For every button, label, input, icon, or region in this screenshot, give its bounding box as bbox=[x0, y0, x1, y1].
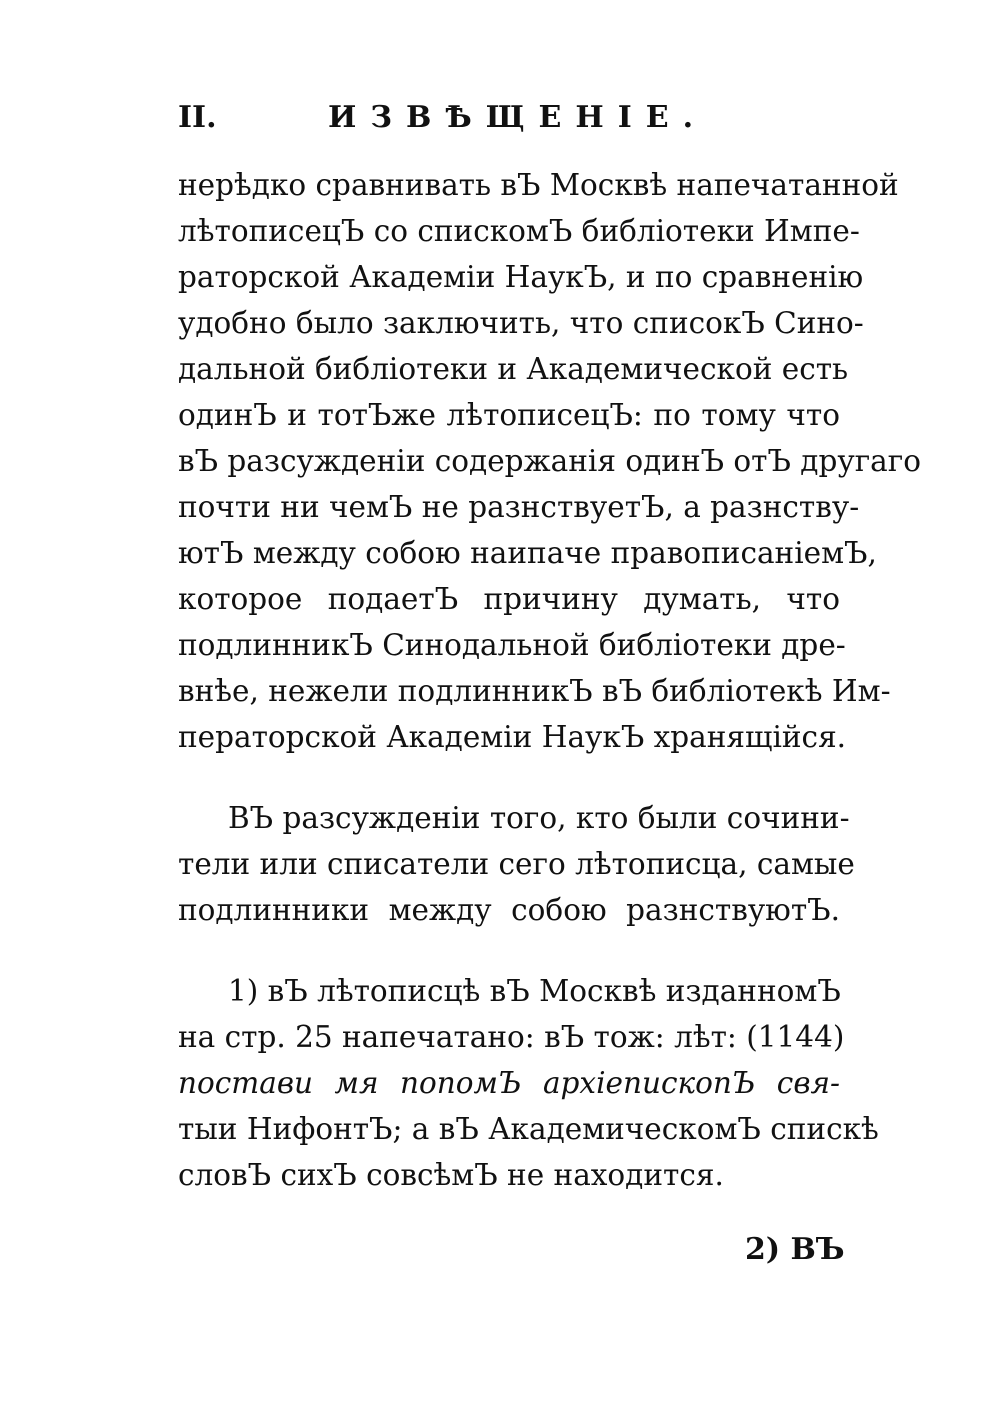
text-line: тыи НифонтЪ; а вЪ АкадемическомЪ спискѣ bbox=[178, 1112, 879, 1146]
text-line: подлинникЪ Синодальной библіотеки дре- bbox=[178, 628, 846, 662]
text-line: 1) вЪ лѣтописцѣ вЪ Москвѣ изданномЪ bbox=[228, 974, 841, 1008]
catchword: 2) ВЪ bbox=[745, 1232, 845, 1267]
text-line: удобно было заключить, что списокЪ Сино- bbox=[178, 306, 864, 340]
page-header bbox=[178, 100, 838, 144]
text-line: дальной библіотеки и Академической есть bbox=[178, 352, 849, 386]
text-line: нерѣдко сравнивать вЪ Москвѣ напечатанной bbox=[178, 168, 899, 202]
text-line: подлинники между собою разнствуютЪ. bbox=[178, 893, 840, 927]
text-line: почти ни чемЪ не разнствуетЪ, а разнству- bbox=[178, 490, 860, 524]
text-line: ператорской Академіи НаукЪ хранящійся. bbox=[178, 720, 847, 754]
text-line: ВЪ разсужденіи того, кто были сочини- bbox=[228, 801, 850, 835]
text-line-italic: постави мя попомЪ архіепископЪ свя- bbox=[178, 1066, 840, 1100]
running-title: ИЗВѢЩЕНІЕ. bbox=[328, 100, 708, 135]
text-line: тели или списатели сего лѣтописца, самые bbox=[178, 847, 855, 881]
text-line: которое подаетЪ причину думать, что bbox=[178, 582, 840, 616]
page-number: II. bbox=[178, 100, 217, 135]
text-line: лѣтописецЪ со спискомЪ библіотеки Импе- bbox=[178, 214, 860, 248]
text-line: ютЪ между собою наипаче правописаніемЪ, bbox=[178, 536, 877, 570]
text-line: вЪ разсужденіи содержанія одинЪ отЪ другаго bbox=[178, 444, 921, 478]
text-line: на стр. 25 напечатано: вЪ тож: лѣт: (1144) bbox=[178, 1020, 845, 1054]
text-line: внѣе, нежели подлинникЪ вЪ библіотекѣ Им- bbox=[178, 674, 891, 708]
text-line: раторской Академіи НаукЪ, и по сравненію bbox=[178, 260, 864, 294]
text-line: словЪ сихЪ совсѣмЪ не находится. bbox=[178, 1158, 724, 1192]
text-line: одинЪ и тотЪже лѣтописецЪ: по тому что bbox=[178, 398, 840, 432]
